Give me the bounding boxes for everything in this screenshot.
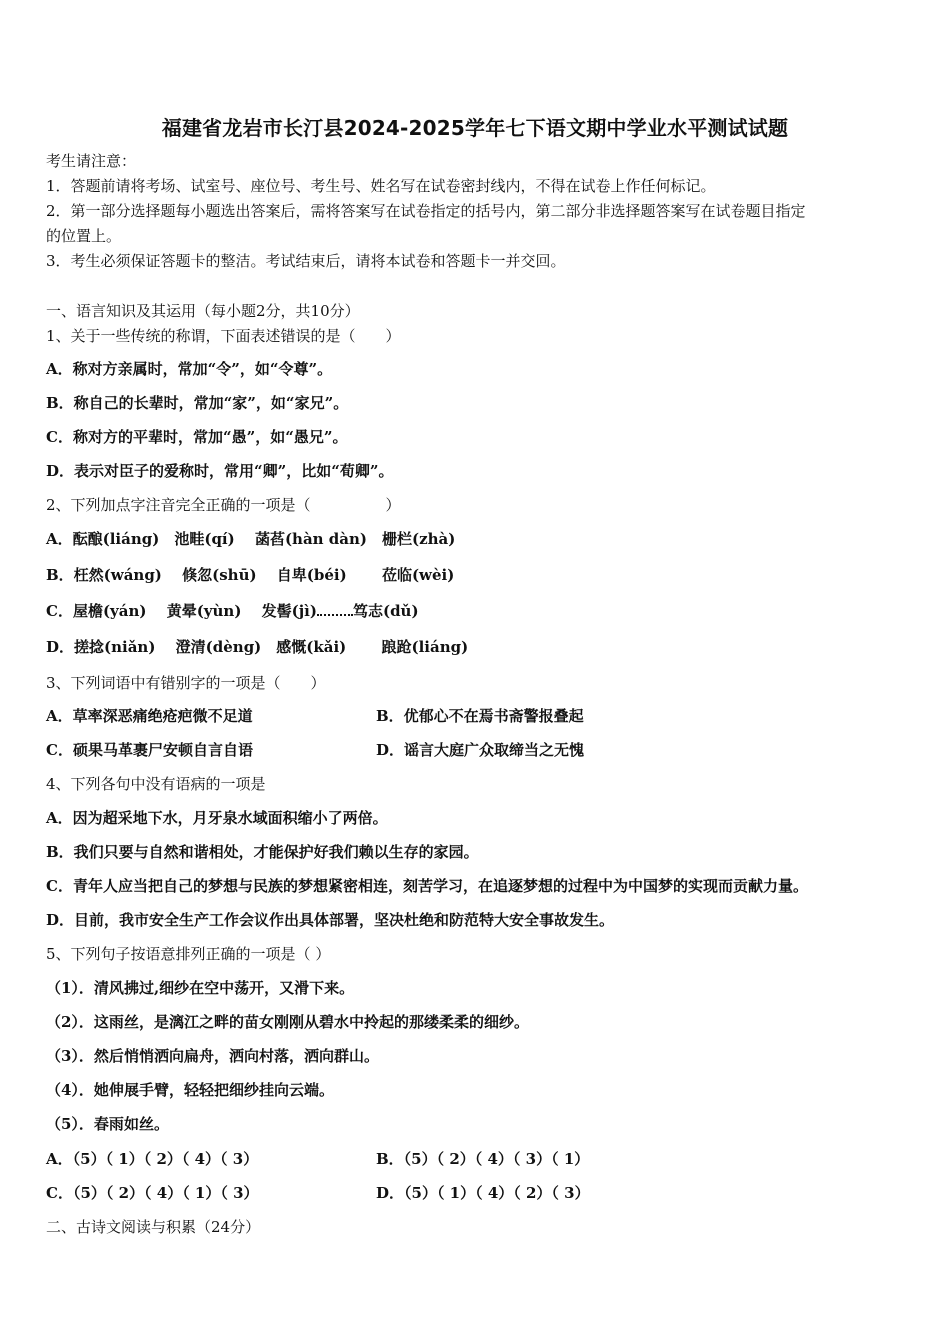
- q5-stem: 5、下列句子按语意排列正确的一项是（ ）: [46, 945, 331, 963]
- q1-option-b: B．称自己的长辈时，常加“家”，如“家兄”。: [46, 394, 349, 412]
- q5-sentence-1: （1）．清风拂过,细纱在空中荡开，又滑下来。: [46, 979, 355, 997]
- notice-item-2: 2．第一部分选择题每小题选出答案后，需将答案写在试卷指定的括号内，第二部分非选择题答案写在试卷题目指定: [46, 202, 806, 220]
- q2-option-b: B．枉然(wáng) 倏忽(shū) 自卑(béi) 莅临(wèi): [46, 566, 455, 584]
- notice-item-1: 1．答题前请将考场、试室号、座位号、考生号、姓名写在试卷密封线内，不得在试卷上作任何标记。: [46, 177, 716, 195]
- q2-option-c-part2: 笃志(dǔ): [352, 602, 419, 620]
- dotted-mark: [317, 614, 353, 616]
- q5-sentence-4: （4）．她伸展手臂，轻轻把细纱挂向云端。: [46, 1081, 334, 1099]
- section-2-heading: 二、古诗文阅读与积累（24分）: [46, 1218, 261, 1236]
- q2-option-d: D．搓捻(niǎn) 澄清(dèng) 感慨(kǎi) 踉跄(liáng): [46, 638, 469, 656]
- notice-heading: 考生请注意：: [46, 152, 137, 170]
- section-1-heading: 一、语言知识及其运用（每小题2分，共10分）: [46, 302, 360, 320]
- q3-option-d: D．谣言大庭广众取缔当之无愧: [376, 741, 585, 759]
- q1-option-d: D．表示对臣子的爱称时，常用“卿”，比如“荀卿”。: [46, 462, 394, 480]
- q4-option-b: B．我们只要与自然和谐相处，才能保护好我们赖以生存的家园。: [46, 843, 479, 861]
- q2-option-a: A．酝酿(liáng) 池畦(qí) 菡萏(hàn dàn) 栅栏(zhà): [46, 530, 456, 548]
- q4-option-d: D．目前，我市安全生产工作会议作出具体部署，坚决杜绝和防范特大安全事故发生。: [46, 911, 615, 929]
- q5-sentence-2: （2）．这雨丝，是漓江之畔的苗女刚刚从碧水中拎起的那缕柔柔的细纱。: [46, 1013, 529, 1031]
- q5-option-a: A．（5）（ 1）（ 2）（ 4）（ 3）: [46, 1150, 259, 1168]
- q4-option-c: C．青年人应当把自己的梦想与民族的梦想紧密相连，刻苦学习，在追逐梦想的过程中为中国梦的实现而贡献力量。: [46, 877, 808, 895]
- q5-option-c: C．（5）（ 2）（ 4）（ 1）（ 3）: [46, 1184, 259, 1202]
- notice-item-2-cont: 的位置上。: [46, 227, 122, 245]
- q5-option-b: B．（5）（ 2）（ 4）（ 3）（ 1）: [376, 1150, 590, 1168]
- q4-option-a: A．因为超采地下水，月牙泉水域面积缩小了两倍。: [46, 809, 388, 827]
- q1-option-c: C．称对方的平辈时，常加“愚”，如“愚兄”。: [46, 428, 348, 446]
- q2-option-c-part1: C．屋檐(yán) 黄晕(yùn) 发髻(jì): [46, 602, 317, 620]
- page-title: 福建省龙岩市长汀县2024-2025学年七下语文期中学业水平测试试题: [161, 116, 789, 140]
- q1-option-a: A．称对方亲属时，常加“令”，如“令尊”。: [46, 360, 333, 378]
- q5-sentence-3: （3）．然后悄悄洒向扁舟，洒向村落，洒向群山。: [46, 1047, 379, 1065]
- q5-sentence-5: （5）．春雨如丝。: [46, 1115, 169, 1133]
- q1-stem: 1、关于一些传统的称谓，下面表述错误的是（ ）: [46, 327, 401, 345]
- q3-option-a: A．草率深恶痛绝疮疤微不足道: [46, 707, 253, 725]
- q2-stem: 2、下列加点字注音完全正确的一项是（ ）: [46, 496, 401, 514]
- q2-option-c: [46, 601, 419, 621]
- q4-stem: 4、下列各句中没有语病的一项是: [46, 775, 266, 793]
- notice-item-3: 3．考生必须保证答题卡的整洁。考试结束后，请将本试卷和答题卡一并交回。: [46, 252, 566, 270]
- q3-stem: 3、下列词语中有错别字的一项是（ ）: [46, 674, 326, 692]
- q5-option-d: D．（5）（ 1）（ 4）（ 2）（ 3）: [376, 1184, 590, 1202]
- q3-option-c: C．硕果马革裹尸安顿自言自语: [46, 741, 253, 759]
- q3-option-b: B．优郁心不在焉书斋警报叠起: [376, 707, 584, 725]
